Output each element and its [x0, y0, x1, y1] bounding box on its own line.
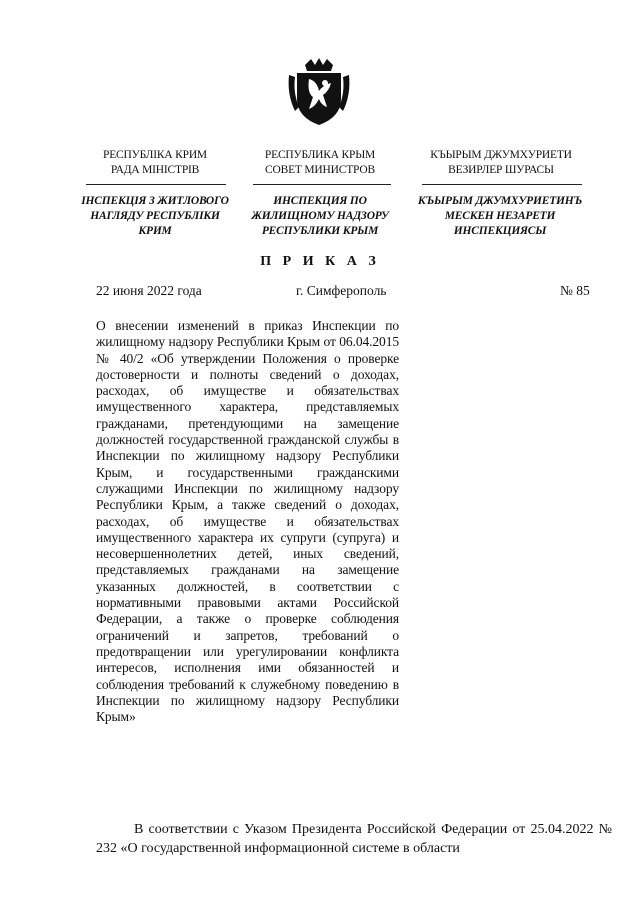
header-center-divider: [253, 184, 391, 185]
order-date: 22 июня 2022 года: [96, 283, 202, 298]
header-center-inspection: ИНСПЕКЦИЯ ПО ЖИЛИЩНОМУ НАДЗОРУ РЕСПУБЛИКИ КРЫМ: [251, 195, 389, 237]
header-left-authority: РАДА МІНІСТРІВ: [110, 164, 200, 176]
header-left-inspection: ІНСПЕКЦІЯ З ЖИТЛОВОГО НАГЛЯДУ РЕСПУБЛІКИ КРИМ: [81, 195, 229, 237]
order-place: г. Симферополь: [296, 283, 387, 298]
header-right-inspection: КЪЫРЫМ ДЖУМХУРИЕТИНЪ МЕСКЕН НЕЗАРЕТИ ИНСПЕКЦИЯСЫ: [417, 195, 583, 237]
header-right-authority: ВЕЗИРЛЕР ШУРАСЫ: [448, 164, 554, 176]
header-right-republic: КЪЫРЫМ ДЖУМХУРИЕТИ: [430, 149, 572, 161]
crimea-coat-of-arms-icon: [287, 55, 351, 127]
order-title: П Р И К А З: [260, 254, 380, 269]
order-number: № 85: [560, 283, 590, 298]
header-left-republic: РЕСПУБЛІКА КРИМ: [103, 149, 207, 161]
header-left-divider: [86, 184, 226, 185]
header-right-divider: [422, 184, 582, 185]
header-center-authority: СОВЕТ МИНИСТРОВ: [265, 164, 375, 176]
order-body-paragraph: В соответствии с Указом Президента Российской Федерации от 25.04.2022 № 232 «О государственной информационной системе в области: [96, 822, 612, 856]
order-subject: О внесении изменений в приказ Инспекции по жилищному надзору Республики Крым от 06.04.2015 № 40/2 «Об утверждении Положения о проверке достоверности и полноты сведений о доходах, расходах, об имуществе и обязательствах имущественного характера, представляемых гражданами, претендующими на замещение должностей государственной гражданской службы в Инспекции по жилищному надзору Республики Крым, и государственными гражданскими служащими Инспекции по жилищному надзору Республики Крым, а также сведений о доходах, расходах, об имуществе и обязательствах имущественного характера их супруги (супруга) и несовершеннолетних детей, иных сведений, представляемых гражданами на замещение указанных должностей, в соответствии с нормативными правовыми актами Российской Федерации, а также о проверке соблюдения ограничений и запретов, требований о предотвращении или урегулировании конфликта интересов, исполнения ими обязанностей и соблюдения требований к служебному поведению в Инспекции по жилищному надзору Республики Крым»: [96, 318, 399, 725]
header-center-republic: РЕСПУБЛИКА КРЫМ: [264, 149, 376, 161]
